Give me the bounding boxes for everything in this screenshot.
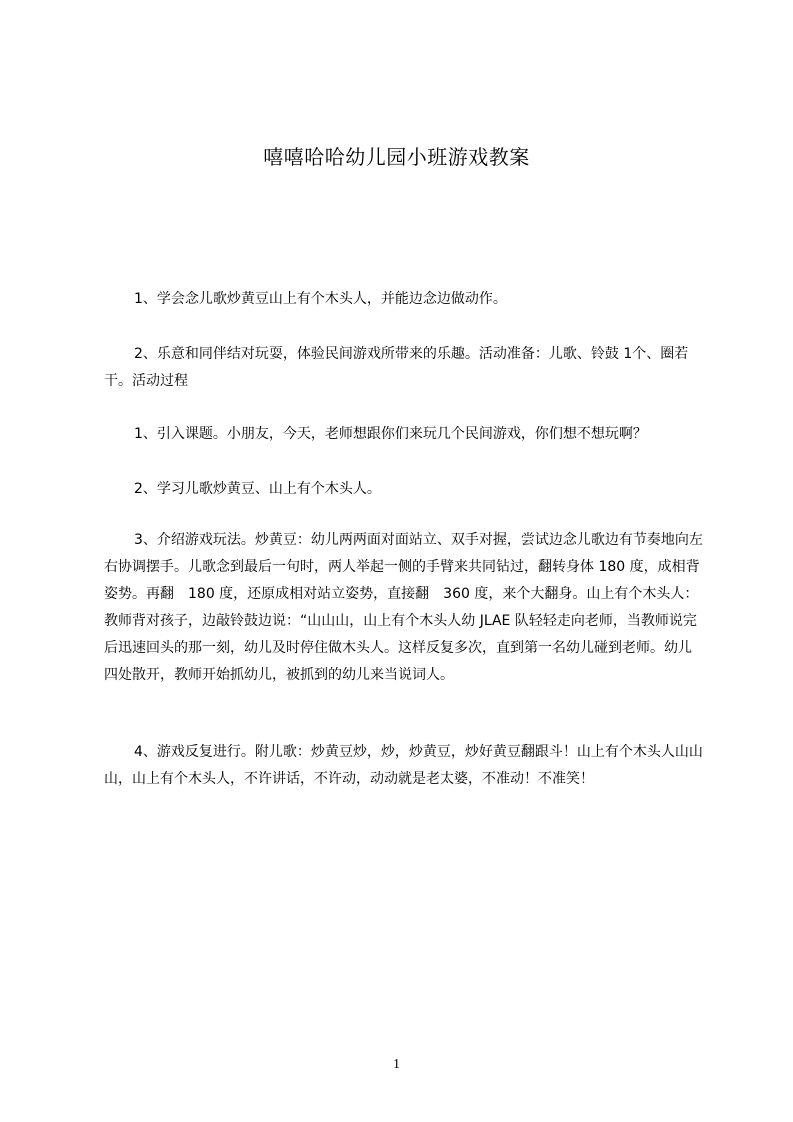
paragraph-2: 2、乐意和同伴结对玩耍，体验民间游戏所带来的乐趣。活动准备：儿歌、铃鼓 1个、圈若干。活动过程 <box>104 346 689 389</box>
paragraph-4: 2、学习儿歌炒黄豆、山上有个木头人。 <box>134 481 381 497</box>
document-title: 嘻嘻哈哈幼儿园小班游戏教案 <box>263 145 530 169</box>
paragraph-1: 1、学会念儿歌炒黄豆山上有个木头人，并能边念边做动作。 <box>134 291 507 307</box>
paragraph-6: 4、游戏反复进行。附儿歌：炒黄豆炒，炒，炒黄豆，炒好黄豆翻跟斗！山上有个木头人山山山，山上有个木头人，不许讲话，不许动，动动就是老太婆，不准动！不准笑！ <box>104 744 703 787</box>
paragraph-3: 1、引入课题。小朋友，今天，老师想跟你们来玩几个民间游戏，你们想不想玩啊？ <box>134 426 647 442</box>
page-number: 1 <box>393 1057 400 1072</box>
paragraph-5: 3、介绍游戏玩法。炒黄豆：幼儿两两面对面站立、双手对握，尝试边念儿歌边有节奏地向左右协调摆手。儿歌念到最后一句时，两人举起一侧的手臂来共同钻过，翻转身体 180 度，成相背姿势。再翻 180 度，还原成相对站立姿势，直接翻 360 度，来个大翻身。山上有个木头人：教师背对孩子，边敲铃鼓边说：“山山山，山上有个木头人幼 JLAE 队轻轻走向老师，当教师说完后迅速回头的那一刻，幼儿及时停住做木头人。这样反复多次，直到第一名幼儿碰到老师。幼儿四处散开，教师开始抓幼儿，被抓到的幼儿来当说词人。 <box>104 532 703 683</box>
